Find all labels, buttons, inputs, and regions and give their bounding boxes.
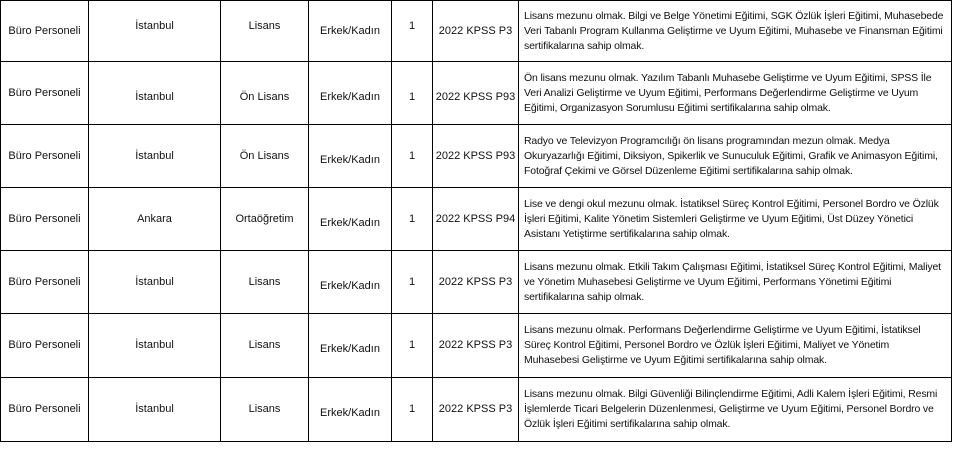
position-cell: Büro Personeli	[1, 1, 89, 62]
city-text: İstanbul	[135, 90, 174, 103]
requirements-cell: Lise ve dengi okul mezunu olmak. İstatiksel Süreç Kontrol Eğitimi, Personel Bordro ve Özlük İşleri Eğitimi, Kalite Yönetim Sistemleri Geliştirme ve Uyum Eğitimi, Üst Düzey Yönetici Asistanı Yetiştirme sertifikalarına sahip olmak.	[519, 188, 952, 251]
city-cell: İstanbul	[89, 251, 221, 314]
education-cell: Ortaöğretim	[221, 188, 309, 251]
city-cell: İstanbul	[89, 378, 221, 442]
kpss-cell: 2022 KPSS P93	[433, 125, 519, 188]
city-cell: Ankara	[89, 188, 221, 251]
requirements-cell: Lisans mezunu olmak. Performans Değerlendirme Geliştirme ve Uyum Eğitimi, İstatiksel Süreç Kontrol Eğitimi, Personel Bordro ve Özlük İşleri Eğitimi, Maliyet ve Yönetim Muhasebesi Geliştirme ve Uyum Eğitimi sertifikalarına sahip olmak.	[519, 314, 952, 378]
gender-cell	[309, 188, 392, 251]
gender-cell	[309, 62, 392, 125]
gender-cell: Erkek/Kadın	[309, 1, 392, 62]
city-cell: İstanbul	[89, 314, 221, 378]
table-row	[1, 251, 952, 314]
kpss-cell: 2022 KPSS P94	[433, 188, 519, 251]
gender-cell	[309, 378, 392, 442]
position-cell: Büro Personeli	[1, 314, 89, 378]
requirements-cell: Radyo ve Televizyon Programcılığı ön lisans programından mezun olmak. Medya Okuryazarlığı Eğitimi, Diksiyon, Spikerlik ve Sunuculuk Eğitimi, Grafik ve Animasyon Eğitimi, Fotoğraf Çekimi ve Görsel Düzenleme Eğitimi sertifikalarına sahip olmak.	[519, 125, 952, 188]
table-row	[1, 378, 952, 442]
table-body	[1, 1, 952, 442]
position-cell: Büro Personeli	[1, 125, 89, 188]
kpss-cell: 2022 KPSS P3	[433, 314, 519, 378]
kpss-cell: 2022 KPSS P3	[433, 1, 519, 62]
gender-text: Erkek/Kadın	[320, 343, 380, 355]
gender-text: Erkek/Kadın	[320, 216, 380, 229]
education-cell: Ön Lisans	[221, 125, 309, 188]
education-cell: Lisans	[221, 314, 309, 378]
quantity-cell: 1	[392, 125, 433, 188]
education-text: Lisans	[248, 19, 281, 32]
gender-text: Erkek/Kadın	[320, 407, 380, 419]
quantity-cell	[392, 62, 433, 125]
quantity-cell: 1	[392, 251, 433, 314]
quantity-cell: 1	[392, 314, 433, 378]
gender-cell	[309, 125, 392, 188]
gender-text: Erkek/Kadın	[320, 90, 380, 103]
quantity-text: 1	[408, 19, 416, 32]
quantity-cell	[392, 1, 433, 62]
gender-text: Erkek/Kadın	[320, 153, 380, 166]
education-cell	[221, 62, 309, 125]
education-cell: Lisans	[221, 251, 309, 314]
gender-cell	[309, 251, 392, 314]
table-row	[1, 188, 952, 251]
kpss-text: 2022 KPSS P93	[435, 90, 516, 103]
education-text: Ön Lisans	[239, 90, 290, 103]
kpss-cell: 2022 KPSS P3	[433, 251, 519, 314]
city-cell	[89, 1, 221, 62]
table-row	[1, 314, 952, 378]
quantity-cell: 1	[392, 378, 433, 442]
requirements-cell: Lisans mezunu olmak. Bilgi ve Belge Yönetimi Eğitimi, SGK Özlük İşleri Eğitimi, Muhasebede Veri Tabanlı Program Kullanma Geliştirme ve Uyum Eğitimi, Muhasebe ve Finansman Eğitimi sertifikalarına sahip olmak.	[519, 1, 952, 62]
kpss-cell: 2022 KPSS P3	[433, 378, 519, 442]
city-text: İstanbul	[135, 19, 174, 32]
kpss-cell	[433, 62, 519, 125]
city-cell: İstanbul	[89, 125, 221, 188]
quantity-cell: 1	[392, 188, 433, 251]
table-row	[1, 1, 952, 62]
requirements-cell: Ön lisans mezunu olmak. Yazılım Tabanlı Muhasebe Geliştirme ve Uyum Eğitimi, SPSS İle Veri Analizi Geliştirme ve Uyum Eğitimi, Performans Değerlendirme Geliştirme ve Uyum Eğitimi, Organizasyon Sorumlusu Eğitimi sertifikalarına sahip olmak.	[519, 62, 952, 125]
position-cell: Büro Personeli	[1, 378, 89, 442]
gender-cell	[309, 314, 392, 378]
table-row	[1, 62, 952, 125]
requirements-cell: Lisans mezunu olmak. Etkili Takım Çalışması Eğitimi, İstatiksel Süreç Kontrol Eğitimi, Maliyet ve Yönetim Muhasebesi Geliştirme ve Uyum Eğitimi, Performans Yönetimi Eğitimi sertifikalarına sahip olmak.	[519, 251, 952, 314]
gender-text: Erkek/Kadın	[320, 279, 380, 292]
quantity-text: 1	[408, 90, 416, 103]
position-cell: Büro Personeli	[1, 188, 89, 251]
education-cell	[221, 1, 309, 62]
table-row	[1, 125, 952, 188]
position-cell: Büro Personeli	[1, 251, 89, 314]
position-cell: Büro Personeli	[1, 62, 89, 125]
requirements-cell: Lisans mezunu olmak. Bilgi Güvenliği Bilinçlendirme Eğitimi, Adli Kalem İşleri Eğitimi, Resmi İşlemlerde Ticari Belgelerin Düzenlenmesi, Geliştirme ve Uyum Eğitimi, Personel Bordro ve Özlük İşleri Eğitimi sertifikalarına sahip olmak.	[519, 378, 952, 442]
education-cell: Lisans	[221, 378, 309, 442]
city-cell	[89, 62, 221, 125]
